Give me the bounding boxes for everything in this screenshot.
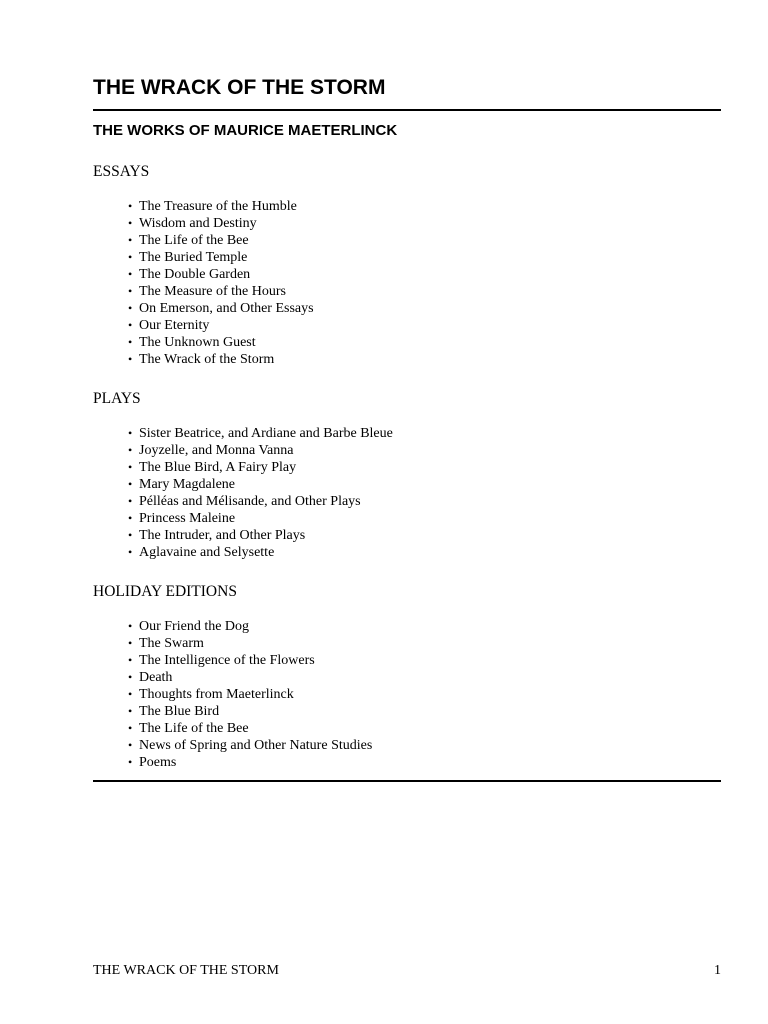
book-title: The Double Garden	[139, 267, 251, 282]
list-item	[128, 334, 314, 351]
book-title: The Blue Bird	[139, 704, 220, 719]
page-number: 1	[714, 963, 721, 978]
bullet-icon: •	[128, 199, 133, 213]
bullet-icon: •	[128, 267, 133, 281]
book-title: The Blue Bird, A Fairy Play	[139, 460, 297, 475]
bullet-icon: •	[128, 738, 133, 752]
list-item	[128, 232, 314, 249]
bullet-icon: •	[128, 335, 133, 349]
book-title: The Wrack of the Storm	[139, 352, 275, 367]
list-item	[128, 544, 393, 561]
book-title: The Swarm	[139, 636, 204, 651]
bullet-icon: •	[128, 494, 133, 508]
running-footer-title: THE WRACK OF THE STORM	[93, 963, 279, 978]
bullet-icon: •	[128, 619, 133, 633]
list-item	[128, 618, 372, 635]
book-title: On Emerson, and Other Essays	[139, 301, 314, 316]
section-heading-plays: PLAYS	[93, 390, 141, 407]
book-title: Thoughts from Maeterlinck	[139, 687, 294, 702]
list-item	[128, 198, 314, 215]
bullet-icon: •	[128, 250, 133, 264]
list-item	[128, 754, 372, 771]
book-title: Mary Magdalene	[139, 477, 236, 492]
list-item	[128, 283, 314, 300]
book-title: News of Spring and Other Nature Studies	[139, 738, 373, 753]
section-end-rule	[93, 780, 721, 782]
list-item	[128, 703, 372, 720]
book-title: The Life of the Bee	[139, 721, 249, 736]
list-item	[128, 300, 314, 317]
book-title: The Buried Temple	[139, 250, 248, 265]
book-title: Death	[139, 670, 173, 685]
bullet-icon: •	[128, 318, 133, 332]
bullet-icon: •	[128, 443, 133, 457]
list-item	[128, 459, 393, 476]
bullet-icon: •	[128, 636, 133, 650]
book-title: The Unknown Guest	[139, 335, 256, 350]
bullet-icon: •	[128, 216, 133, 230]
list-item	[128, 720, 372, 737]
bullet-icon: •	[128, 755, 133, 769]
essays-list	[128, 198, 314, 368]
book-title: The Intruder, and Other Plays	[139, 528, 306, 543]
bullet-icon: •	[128, 477, 133, 491]
bullet-icon: •	[128, 426, 133, 440]
list-item	[128, 425, 393, 442]
bullet-icon: •	[128, 545, 133, 559]
bullet-icon: •	[128, 687, 133, 701]
bullet-icon: •	[128, 528, 133, 542]
list-item	[128, 635, 372, 652]
plays-list	[128, 425, 393, 561]
title-rule	[93, 109, 721, 111]
list-item	[128, 737, 372, 754]
works-subtitle: THE WORKS OF MAURICE MAETERLINCK	[93, 122, 398, 139]
list-item	[128, 317, 314, 334]
book-title: The Life of the Bee	[139, 233, 249, 248]
list-item	[128, 686, 372, 703]
list-item	[128, 652, 372, 669]
section-heading-holiday-editions: HOLIDAY EDITIONS	[93, 583, 237, 600]
book-title: Aglavaine and Selysette	[139, 545, 275, 560]
book-title: Wisdom and Destiny	[139, 216, 257, 231]
list-item	[128, 442, 393, 459]
bullet-icon: •	[128, 284, 133, 298]
bullet-icon: •	[128, 233, 133, 247]
book-title: Pélléas and Mélisande, and Other Plays	[139, 494, 361, 509]
bullet-icon: •	[128, 721, 133, 735]
book-title: Poems	[139, 755, 177, 770]
list-item	[128, 351, 314, 368]
list-item	[128, 215, 314, 232]
book-title: The Treasure of the Humble	[139, 199, 297, 214]
list-item	[128, 476, 393, 493]
holiday-editions-list	[128, 618, 372, 771]
bullet-icon: •	[128, 670, 133, 684]
list-item	[128, 527, 393, 544]
book-title: The Measure of the Hours	[139, 284, 286, 299]
list-item	[128, 493, 393, 510]
page-title: THE WRACK OF THE STORM	[93, 76, 386, 99]
book-title: Our Friend the Dog	[139, 619, 250, 634]
book-title: Our Eternity	[139, 318, 210, 333]
book-title: The Intelligence of the Flowers	[139, 653, 315, 668]
section-heading-essays: ESSAYS	[93, 163, 150, 180]
bullet-icon: •	[128, 704, 133, 718]
bullet-icon: •	[128, 352, 133, 366]
book-title: Sister Beatrice, and Ardiane and Barbe Bleue	[139, 426, 393, 441]
bullet-icon: •	[128, 511, 133, 525]
list-item	[128, 669, 372, 686]
bullet-icon: •	[128, 653, 133, 667]
list-item	[128, 266, 314, 283]
book-title: Princess Maleine	[139, 511, 236, 526]
bullet-icon: •	[128, 301, 133, 315]
list-item	[128, 510, 393, 527]
document-page	[93, 0, 721, 1024]
bullet-icon: •	[128, 460, 133, 474]
book-title: Joyzelle, and Monna Vanna	[139, 443, 294, 458]
list-item	[128, 249, 314, 266]
